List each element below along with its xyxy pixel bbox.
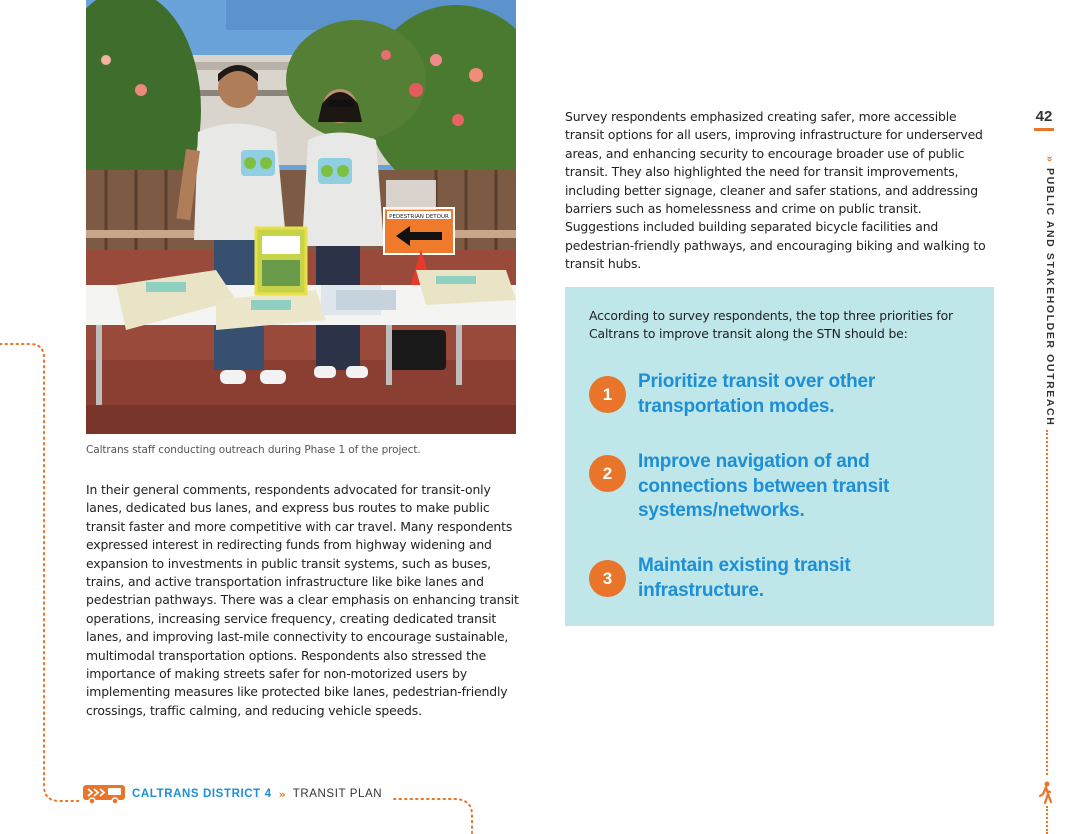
priority-text: Prioritize transit over other transportation modes.	[638, 371, 876, 417]
detour-sign-text: PEDESTRIAN DETOUR	[389, 214, 449, 220]
footer-dotted-route-decoration	[392, 793, 482, 834]
right-dotted-line-bottom	[1046, 806, 1048, 834]
section-side-title	[1044, 156, 1056, 426]
right-dotted-line	[1046, 430, 1048, 775]
side-title-text: PUBLIC AND STAKEHOLDER OUTREACH	[1044, 167, 1056, 427]
left-dotted-route-decoration	[0, 336, 90, 806]
page-footer	[82, 782, 382, 806]
general-comments-paragraph: In their general comments, respondents advocated for transit-only lanes, dedicated bus lanes, and express bus routes to make public transit faster and more competitive with car travel. Many respondents expressed interest in redirecting funds from highway widening and expansion to investments in public transit systems, such as buses, trains, and active transportation infrastructure like bike lanes and pedestrian pathways. There was a clear emphasis on enhancing transit operations, increasing service frequency, creating dedicated transit lanes, and improving last-mile connectivity to encourage sustainable, multimodal transportation options. Respondents also stressed the importance of making streets safer for non-motorized users by implementing measures like protected bike lanes, pedestrian-friendly crossings, traffic calming, and reducing vehicle speeds.	[86, 482, 519, 718]
page-number: 42	[1035, 108, 1053, 125]
priority-number-badge: 2	[589, 455, 626, 492]
footer-plan-title: TRANSIT PLAN	[292, 788, 383, 800]
priority-number-badge: 1	[589, 376, 626, 413]
footer-brand: CALTRANS DISTRICT 4	[132, 788, 272, 800]
priority-number-badge: 3	[589, 560, 626, 597]
priorities-callout	[565, 287, 994, 626]
bus-icon	[82, 783, 126, 805]
pedestrian-icon	[1037, 781, 1055, 805]
side-title-chevron: »	[1044, 156, 1056, 164]
photo-caption: Caltrans staff conducting outreach during Phase 1 of the project.	[86, 444, 421, 456]
priority-text: Improve navigation of and connections between transit systems/networks.	[638, 451, 890, 521]
footer-separator: »	[278, 787, 286, 801]
survey-emphasis-paragraph: Survey respondents emphasized creating safer, more accessible transit options for all users, improving infrastructure for underserved areas, and enhancing security to encourage broader use of public transit. They also highlighted the need for transit improvements, including better signage, cleaner and safer stations, and addressing barriers such as homelessness and crime on public transit. Suggestions included building separated bicycle facilities and pedestrian-friendly pathways, and encouraging biking and walking to transit hubs.	[565, 109, 986, 272]
page-number-underline	[1034, 128, 1054, 131]
priorities-intro: According to survey respondents, the top three priorities for Caltrans to improve transit along the STN should be:	[589, 308, 954, 342]
outreach-photo-illustration	[86, 0, 516, 434]
priority-text: Maintain existing transit infrastructure.	[638, 555, 851, 601]
outreach-photo	[86, 0, 516, 434]
